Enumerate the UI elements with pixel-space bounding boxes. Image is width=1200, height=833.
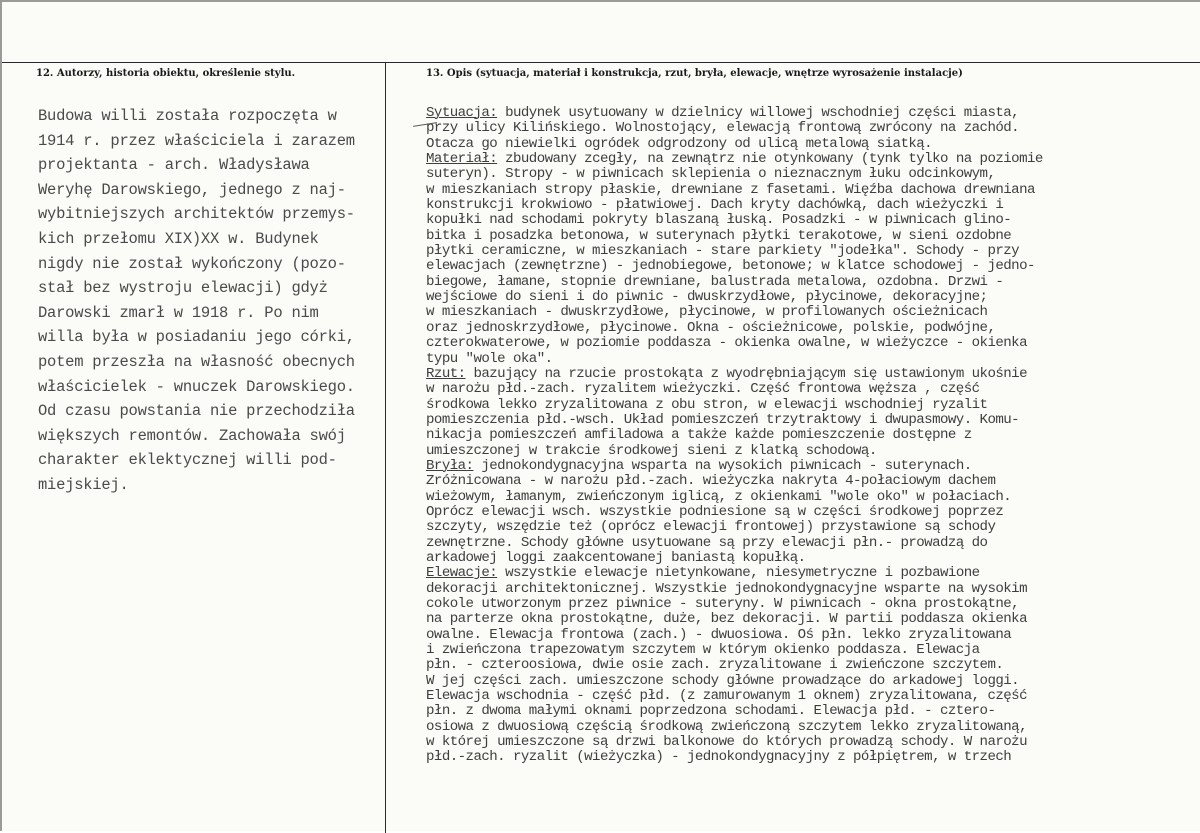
description-line bbox=[426, 474, 1200, 489]
history-line: potem przeszła na własność obecnych bbox=[38, 352, 355, 371]
description-line bbox=[426, 106, 1200, 121]
description-line bbox=[426, 720, 1200, 735]
description-line bbox=[426, 536, 1200, 551]
description-line bbox=[426, 198, 1200, 213]
description-line-text: typu "wole oka". bbox=[426, 351, 553, 367]
section-12-heading: 12. Autorzy, historia obiektu, określenie stylu. bbox=[36, 68, 296, 79]
description-line bbox=[426, 505, 1200, 520]
description-line-text: nikacja pomieszczeń amfiladowa a także każde pomieszczenie dostępne z bbox=[426, 428, 972, 444]
description-line bbox=[426, 137, 1200, 152]
description-line-text: zewnętrzne. Schody główne usytuowane są przy elewacji płn.- prowadzą do bbox=[426, 535, 988, 551]
description-line-text: płn. - czteroosiowa, dwie osie zach. zryzalitowane i zwieńczone szczytem. bbox=[426, 658, 1004, 674]
description-line-text: zbudowany zcegły, na zewnątrz nie otynkowany (tynk tylko na poziomie bbox=[497, 152, 1043, 168]
description-line bbox=[426, 643, 1200, 658]
description-line bbox=[426, 612, 1200, 627]
description-line-text: umieszczonej w trakcie środkowej sieni z klatką schodową. bbox=[426, 443, 877, 459]
description-line-text: i zwieńczona trapezowatym szczytem w którym okienko poddasza. Elewacja bbox=[426, 643, 980, 659]
description-line bbox=[426, 735, 1200, 750]
history-line: charakter eklektycznej willi pod- bbox=[38, 451, 337, 470]
description-line bbox=[426, 259, 1200, 274]
description-line bbox=[426, 290, 1200, 305]
description-text bbox=[426, 106, 1200, 766]
description-line-text: osiowa z dwuosiową częścią środkową zwieńczoną szczytem lekko zryzalitowaną, bbox=[426, 719, 1027, 735]
description-line bbox=[426, 398, 1200, 413]
description-line-text: wieżowym, łamanym, zwieńczonym iglicą, z okienkami "wole oko" w połaciach. bbox=[426, 489, 1012, 505]
description-line bbox=[426, 428, 1200, 443]
description-line-text: dekoracji architektonicznej. Wszystkie jednokondygnacyjne wsparte na wysokim bbox=[426, 581, 1027, 597]
description-line-text: środkowa lekko zryzalitowana z obu stron, w elewacji wschodniej ryzalit bbox=[426, 397, 988, 413]
description-line-text: bitka i posadzka betonowa, w suterynach płytki terakotowe, w sieni ozdobne bbox=[426, 228, 1012, 244]
description-line-text: Oprócz elewacji wsch. wszystkie podniesione są w części środkowej poprzez bbox=[426, 504, 1004, 520]
description-line bbox=[426, 382, 1200, 397]
description-line bbox=[426, 674, 1200, 689]
section-label: Materiał: bbox=[426, 152, 498, 168]
description-line bbox=[426, 413, 1200, 428]
history-line: willa była w posiadaniu jego córki, bbox=[38, 328, 355, 347]
description-line-text: kopułki nad schodami pokryty blaszaną łuską. Posadzki - w piwnicach glino- bbox=[426, 213, 1012, 229]
description-line-text: w mieszkaniach stropy płaskie, drewniane z fasetami. Więźba dachowa drewniana bbox=[426, 182, 1035, 198]
history-line: Budowa willi została rozpoczęta w bbox=[38, 107, 337, 125]
description-line-text: budynek usytuowany w dzielnicy willowej wschodniej części miasta, bbox=[497, 106, 1020, 121]
description-line-text: arkadowej loggi zaakcentowanej baniastą kopułką. bbox=[426, 550, 806, 566]
description-line-text: wszystkie elewacje nietynkowane, niesymetryczne i pozbawione bbox=[497, 566, 980, 582]
description-line bbox=[426, 750, 1200, 765]
description-line-text: konstrukcji krokwiowo - płatwiowej. Dach kryty dachówką, dach wieżyczki i bbox=[426, 198, 1004, 214]
description-line bbox=[426, 658, 1200, 673]
column-divider bbox=[385, 62, 386, 833]
description-line-text: czterokwaterowe, w poziomie poddasza - okienka owalne, w wieżyczce - okienka bbox=[426, 336, 1027, 352]
description-line-text: bazujący na rzucie prostokąta z wyodrębniającym się ustawionym ukośnie bbox=[465, 366, 1027, 382]
description-line-text: oraz jednoskrzydłowe, płycinowe. Okna - ościeżnicowe, polskie, podwójne, bbox=[426, 320, 996, 336]
description-line-text: suteryn). Stropy - w piwnicach sklepienia o nieznacznym łuku odcinkowym, bbox=[426, 167, 996, 183]
description-line-text: W jej części zach. umieszczone schody główne prowadzące do arkadowej loggi. bbox=[426, 673, 1020, 689]
section-label: Bryła: bbox=[426, 458, 474, 474]
description-line bbox=[426, 490, 1200, 505]
history-line: projektanta - arch. Władysława bbox=[38, 156, 310, 175]
description-line bbox=[426, 597, 1200, 612]
description-line bbox=[426, 582, 1200, 597]
section-label: Sytuacja: bbox=[426, 106, 498, 121]
description-line bbox=[426, 444, 1200, 459]
description-line bbox=[426, 321, 1200, 336]
description-line bbox=[426, 167, 1200, 182]
section-label: Rzut: bbox=[426, 366, 466, 382]
history-line: nigdy nie został wykończony (pozo- bbox=[38, 254, 346, 273]
description-line bbox=[426, 367, 1200, 382]
description-line-text: Zróżnicowana - w narożu płd.-zach. wieżyczka nakryta 4-połaciowym dachem bbox=[426, 474, 996, 490]
description-line bbox=[426, 459, 1200, 474]
description-line-text: cokole utworzonym przez piwnice - suteryny. W piwnicach - okna prostokątne, bbox=[426, 597, 1020, 612]
description-line-text: Elewacja wschodnia - część płd. (z zamurowanym 1 oknem) zryzalitowana, część bbox=[426, 689, 1027, 705]
description-line-text: wejściowe do sieni i do piwnic - dwuskrzydłowe, płycinowe, dekoracyjne; bbox=[426, 290, 988, 306]
description-line-text: Otacza go niewielki ogródek odgrodzony od ulicą metalową siatką. bbox=[426, 136, 933, 152]
history-line: miejskiej. bbox=[38, 475, 129, 494]
description-line bbox=[426, 628, 1200, 643]
description-line-text: jednokondygnacyjna wsparta na wysokich piwnicach - suterynach. bbox=[473, 458, 972, 474]
description-line-text: płytki ceramiczne, w mieszkaniach - stare parkiety "jodełka". Schody - przy bbox=[426, 244, 1020, 260]
description-line bbox=[426, 152, 1200, 167]
history-line: Weryhę Darowskiego, jednego z naj- bbox=[38, 180, 346, 199]
description-line-text: owalne. Elewacja frontowa (zach.) - dwuosiowa. Oś płn. lekko zryzalitowana bbox=[426, 627, 1012, 643]
description-line bbox=[426, 352, 1200, 367]
description-line-text: w mieszkaniach - dwuskrzydłowe, płycinowe, w profilowanych ościeżnicach bbox=[426, 305, 988, 321]
description-line-text: w której umieszczone są drzwi balkonowe do których prowadzą schody. W narożu bbox=[426, 735, 1027, 751]
description-line-text: płd.-zach. ryzalit (wieżyczka) - jednokondygnacyjny z półpiętrem, w trzech bbox=[426, 750, 1012, 766]
description-line bbox=[426, 275, 1200, 290]
description-line bbox=[426, 305, 1200, 320]
history-line: właścicielek - wnuczek Darowskiego. bbox=[38, 377, 355, 396]
history-line: Darowski zmarł w 1918 r. Po nim bbox=[38, 303, 319, 322]
description-line bbox=[426, 551, 1200, 566]
description-line-text: elewacjach (zewnętrzne) - jednobiegowe, betonowe; w klatce schodowej - jedno- bbox=[426, 259, 1035, 275]
history-line: wybitniejszych architektów przemys- bbox=[38, 205, 355, 224]
description-line-text: przy ulicy Kilińskiego. Wolnostojący, elewacją frontową zwrócony na zachód. bbox=[426, 121, 1020, 137]
description-line bbox=[426, 336, 1200, 351]
description-line-text: w narożu płd.-zach. ryzalitem wieżyczki. Część frontowa węższa , część bbox=[426, 382, 980, 398]
description-line-text: szczyty, wszędzie też (oprócz elewacji frontowej) przystawione są schody bbox=[426, 520, 996, 536]
description-line bbox=[426, 229, 1200, 244]
section-label: Elewacje: bbox=[426, 566, 498, 582]
description-line bbox=[426, 704, 1200, 719]
description-line bbox=[426, 244, 1200, 259]
section-13-heading: 13. Opis (sytuacja, materiał i konstrukcja, rzut, bryła, elewacje, wnętrze wyrosażenie instalacje) bbox=[426, 68, 963, 79]
history-line: Od czasu powstania nie przechodziła bbox=[38, 402, 355, 421]
description-line-text: biegowe, łamane, stopnie drewniane, balustrada metalowa, ozdobna. Drzwi - bbox=[426, 274, 1004, 290]
description-line-text: płn. z dwoma małymi oknami poprzedzona schodami. Elewacja płd. - cztero- bbox=[426, 704, 996, 720]
description-line bbox=[426, 213, 1200, 228]
history-line: większych remontów. Zachowała swój bbox=[38, 426, 346, 445]
description-line bbox=[426, 183, 1200, 198]
description-line-text: pomieszczenia płd.-wsch. Układ pomieszczeń trzytraktowy i dwupasmowy. Komu- bbox=[426, 412, 1020, 428]
description-line bbox=[426, 520, 1200, 535]
history-line: stał bez wystroju elewacji) gdyż bbox=[38, 279, 328, 298]
history-line: kich przełomu XIX)XX w. Budynek bbox=[38, 229, 319, 248]
history-text bbox=[38, 104, 383, 498]
description-line-text: na parterze okna prostokątne, duże, bez dekoracji. W partii poddasza okienka bbox=[426, 612, 1027, 628]
description-line bbox=[426, 121, 1200, 136]
description-line bbox=[426, 689, 1200, 704]
description-line bbox=[426, 566, 1200, 581]
history-line: 1914 r. przez właściciela i zarazem bbox=[38, 131, 355, 150]
header-divider bbox=[2, 62, 1200, 63]
